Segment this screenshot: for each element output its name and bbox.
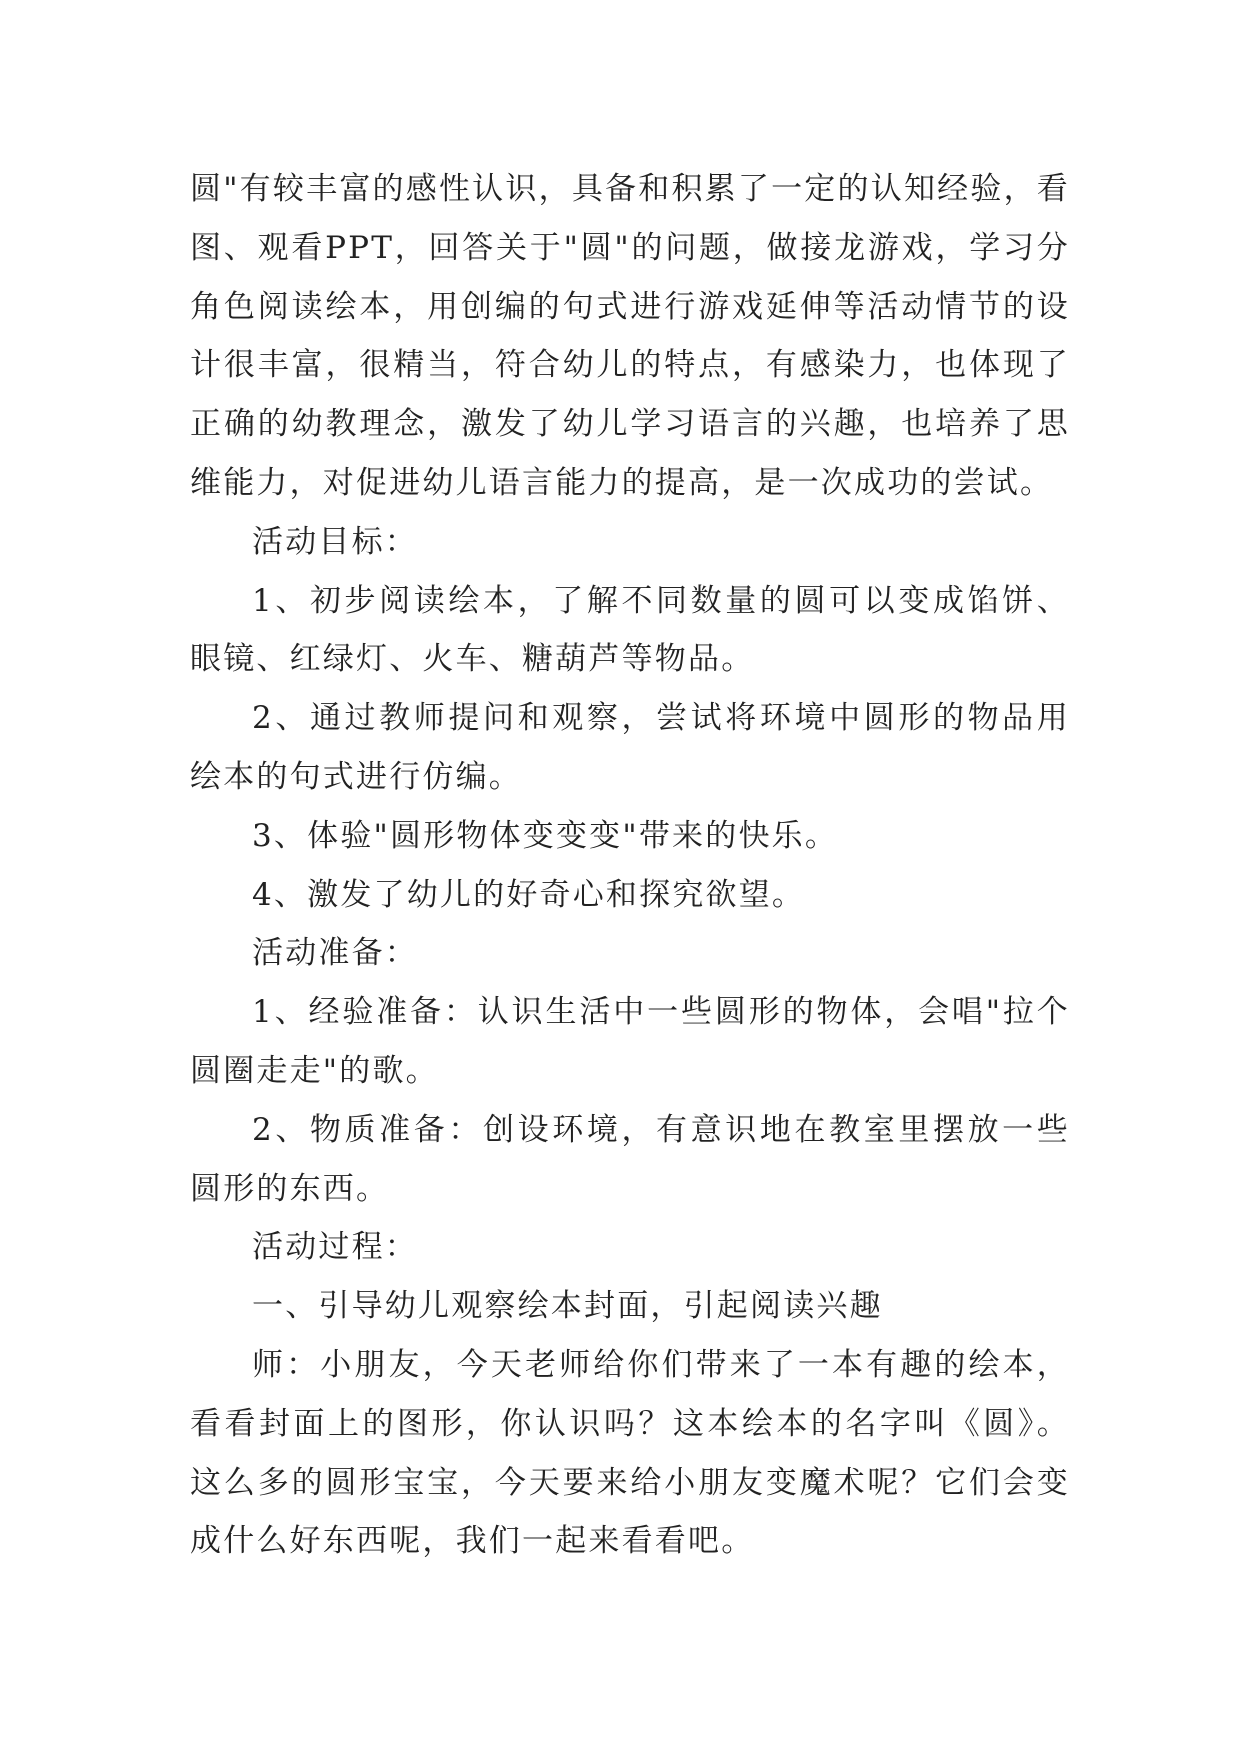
- preparation-item-1: 1、经验准备：认识生活中一些圆形的物体，会唱"拉个圆圈走走"的歌。: [190, 994, 1070, 1089]
- goal-item-4: 4、激发了幼儿的好奇心和探究欲望。: [252, 876, 806, 913]
- goal-item-1: 1、初步阅读绘本，了解不同数量的圆可以变成馅饼、眼镜、红绿灯、火车、糖葫芦等物品。: [190, 582, 1070, 678]
- heading-activity-process: 活动过程：: [252, 1229, 418, 1266]
- goal-item-3: 3、体验"圆形物体变变变"带来的快乐。: [252, 817, 839, 854]
- paragraph-continuation: 圆"有较丰富的感性认识，具备和积累了一定的认知经验，看图、观看PPT，回答关于"圆"的问题，做接龙游戏，学习分角色阅读绘本，用创编的句式进行游戏延伸等活动情节的设计很丰富，很精当，符合幼儿的特点，有感染力，也体现了正确的幼教理念，激发了幼儿学习语言的兴趣，也培养了思维能力，对促进幼儿语言能力的提高，是一次成功的尝试。: [190, 171, 1070, 501]
- process-step-1: 一、引导幼儿观察绘本封面，引起阅读兴趣: [252, 1288, 883, 1325]
- goal-item-2: 2、通过教师提问和观察，尝试将环境中圆形的物品用绘本的句式进行仿编。: [190, 700, 1070, 795]
- heading-activity-goals: 活动目标：: [252, 523, 418, 560]
- preparation-item-2: 2、物质准备：创设环境，有意识地在教室里摆放一些圆形的东西。: [190, 1111, 1070, 1207]
- heading-activity-preparation: 活动准备：: [252, 935, 418, 972]
- teacher-dialogue: 师：小朋友，今天老师给你们带来了一本有趣的绘本，看看封面上的图形，你认识吗？这本绘本的名字叫《圆》。这么多的圆形宝宝，今天要来给小朋友变魔术呢？它们会变成什么好东西呢，我们一起来看看吧。: [190, 1346, 1070, 1560]
- document-body: [190, 160, 1070, 1571]
